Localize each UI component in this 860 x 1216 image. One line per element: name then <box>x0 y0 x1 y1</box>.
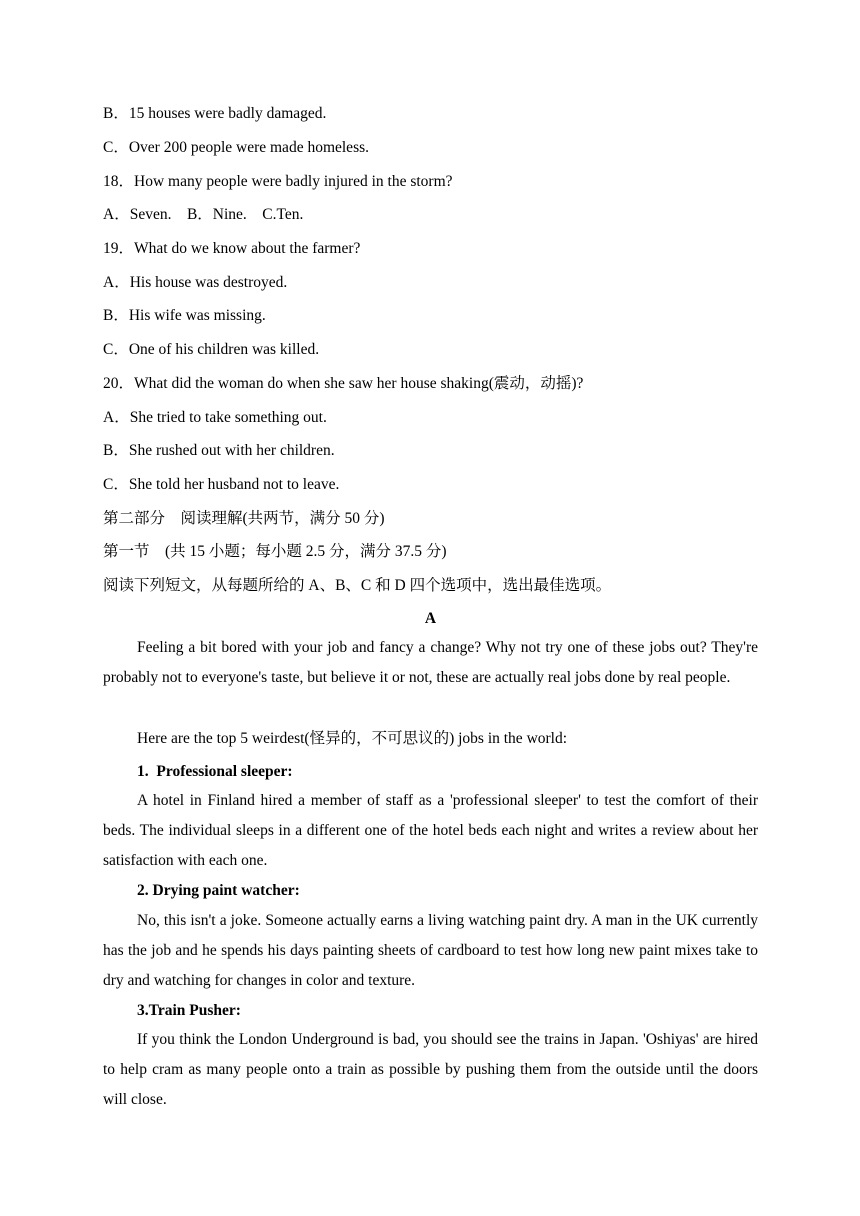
part-title: 第二部分 阅读理解(共两节，满分 50 分) <box>103 510 385 527</box>
q20-option-a: A．She tried to take something out. <box>103 409 327 426</box>
instructions: 阅读下列短文，从每题所给的 A、B、C 和 D 四个选项中，选出最佳选项。 <box>103 577 612 594</box>
job1-text: A hotel in Finland hired a member of staff as a 'professional sleeper' to test the comfort of their beds. The individual sleeps in a different one of the hotel beds each night and writes a review about her satisfaction with each one. <box>103 792 758 869</box>
passage-lead: Here are the top 5 weirdest(怪异的，不可思议的) jobs in the world: <box>137 730 568 747</box>
q20-stem: 20．What did the woman do when she saw her house shaking(震动，动摇)? <box>103 375 584 392</box>
job2-text: No, this isn't a joke. Someone actually earns a living watching paint dry. A man in the UK currently has the job and he spends his days painting sheets of cardboard to test how long new paint mixes take to dry and watching for changes in color and texture. <box>103 912 758 989</box>
job1-title: 1. Professional sleeper: <box>137 763 293 780</box>
q17-option-c: C．Over 200 people were made homeless. <box>103 139 370 156</box>
q17-option-b: B．15 houses were badly damaged. <box>103 105 327 122</box>
q20-option-c: C．She told her husband not to leave. <box>103 476 340 493</box>
job2-title: 2. Drying paint watcher: <box>137 882 300 899</box>
job3-title: 3.Train Pusher: <box>137 1002 241 1019</box>
job3-text: If you think the London Underground is bad, you should see the trains in Japan. 'Oshiyas' are hired to help cram as many people onto a train as possible by pushing them from the outside until the doors will close. <box>103 1031 758 1108</box>
q19-option-c: C．One of his children was killed. <box>103 341 320 358</box>
q19-option-a: A．His house was destroyed. <box>103 274 288 291</box>
q19-stem: 19．What do we know about the farmer? <box>103 240 361 257</box>
q18-stem: 18．How many people were badly injured in the storm? <box>103 173 453 190</box>
subsection-title: 第一节 (共 15 小题；每小题 2.5 分，满分 37.5 分) <box>103 543 447 560</box>
q19-option-b: B．His wife was missing. <box>103 307 266 324</box>
q20-option-b: B．She rushed out with her children. <box>103 442 335 459</box>
passage-intro: Feeling a bit bored with your job and fancy a change? Why not try one of these jobs out? They're probably not to everyone's taste, but believe it or not, these are actually real jobs done by real people. <box>103 639 758 686</box>
passage-label: A <box>424 610 437 627</box>
q18-options: A．Seven. B．Nine. C.Ten. <box>103 206 304 223</box>
